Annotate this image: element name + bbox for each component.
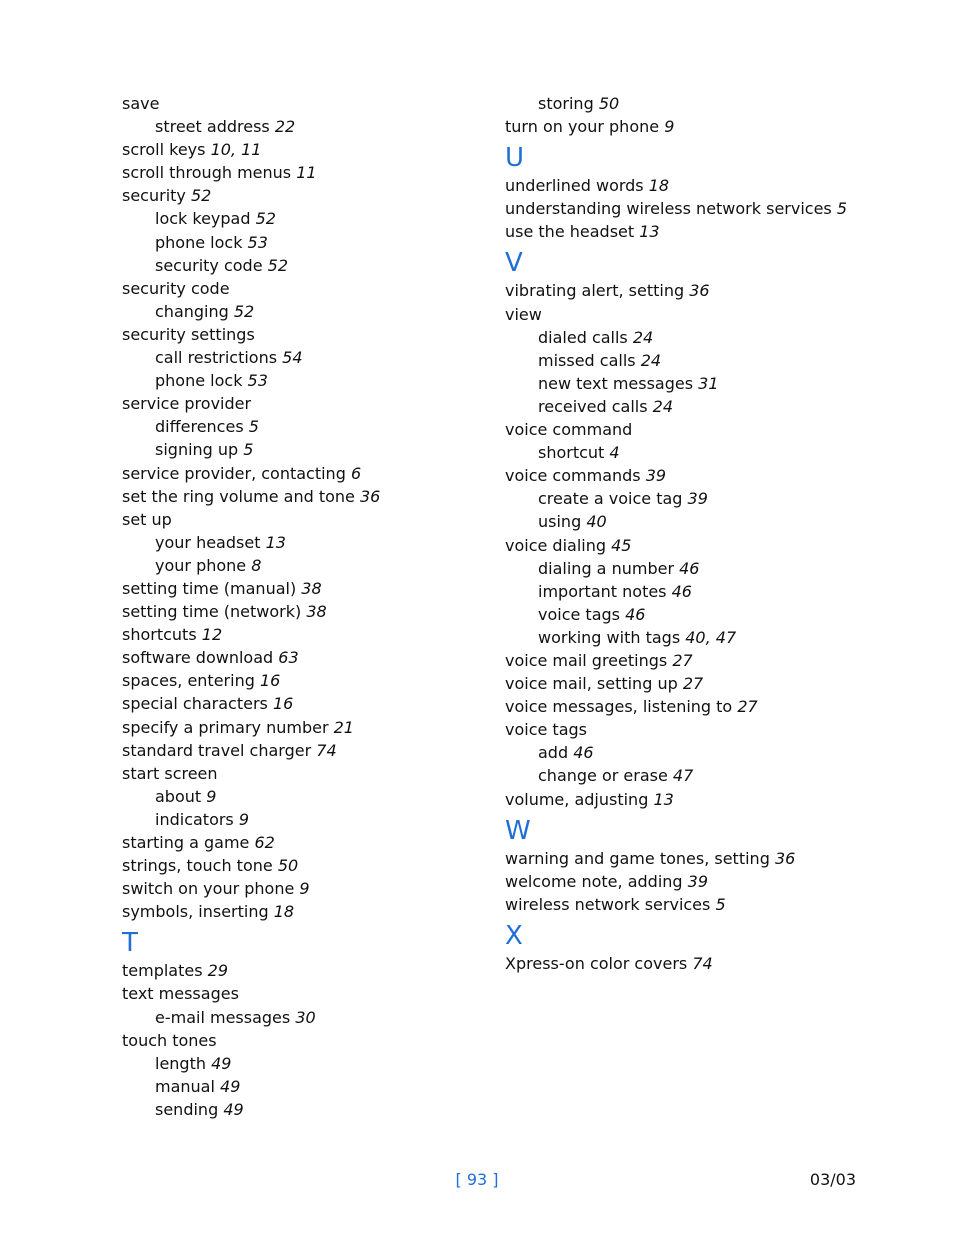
index-page-ref[interactable]: 46 [573,743,594,763]
index-entry [505,197,905,220]
index-page-ref[interactable]: 53 [247,232,268,252]
index-column-left [122,92,522,1121]
index-subentry [505,557,905,580]
index-term: change or erase [538,766,668,786]
index-page-ref[interactable]: 21 [333,717,354,737]
index-term: software download [122,648,274,668]
index-subentry [505,395,905,418]
index-term: voice commands [505,466,641,486]
index-entry [122,161,522,184]
index-entry [505,788,905,811]
index-term: special characters [122,694,268,714]
index-subentry [122,1098,522,1121]
index-page-ref[interactable]: 24 [640,350,662,370]
index-subentry [122,1075,522,1098]
index-term: voice tags [505,720,587,740]
index-term: touch tones [122,1030,217,1050]
index-term: phone lock [155,371,243,391]
index-entry [122,508,522,531]
index-page-ref[interactable]: 50 [598,94,620,113]
index-page-ref[interactable]: 38 [306,602,327,622]
index-page-ref[interactable]: 36 [359,486,381,506]
index-entry [122,138,522,161]
index-page-ref[interactable]: 13 [639,222,660,242]
index-page-ref[interactable]: 22 [274,117,296,137]
index-entry [122,92,522,115]
index-page-ref[interactable]: 13 [265,532,286,552]
index-letter-heading: X [505,920,523,951]
index-page-ref[interactable]: 9 [206,786,217,806]
index-term: Xpress-on color covers [505,953,688,973]
index-term: setting time (manual) [122,578,297,598]
index-subentry [122,207,522,230]
index-term: your phone [155,555,247,575]
index-entry [505,115,905,138]
index-page-ref[interactable]: 46 [671,581,692,601]
index-letter-heading: U [505,143,525,174]
index-page-ref[interactable]: 63 [278,648,299,668]
index-term: changing [155,301,229,321]
index-term: your headset [155,532,261,552]
index-page-ref[interactable]: 29 [207,961,229,981]
index-entry [505,649,905,672]
index-page-ref[interactable]: 74 [316,740,337,760]
index-page-ref[interactable]: 45 [611,535,632,555]
index-term: missed calls [538,350,636,370]
index-entry [505,220,905,243]
index-subentry [505,580,905,603]
index-term: view [505,304,542,324]
index-page-ref[interactable]: 16 [259,671,281,691]
index-term: standard travel charger [122,740,312,760]
index-term: street address [155,117,270,137]
index-term: understanding wireless network services [505,199,832,219]
index-term: about [155,786,202,806]
index-page-ref[interactable]: 49 [223,1099,244,1119]
index-page-ref[interactable]: 49 [211,1053,232,1073]
date-code: 03/03 [809,1170,856,1189]
index-page-ref[interactable]: 27 [672,650,693,670]
index-entry [122,184,522,207]
index-page-ref[interactable]: 52 [233,301,255,321]
index-entry [122,831,522,854]
index-term: set the ring volume and tone [122,486,355,506]
index-page-ref[interactable]: 16 [272,694,294,714]
index-page-ref[interactable]: 39 [687,489,708,509]
index-page-ref[interactable]: 40 [586,512,607,532]
page-number: [ 93 ] [455,1170,499,1189]
index-term: differences [155,417,244,437]
index-term: templates [122,961,203,981]
index-term: voice mail greetings [505,650,668,670]
index-term: volume, adjusting [505,789,649,809]
index-term: e-mail messages [155,1007,291,1027]
index-term: underlined words [505,176,644,196]
index-entry [122,323,522,346]
index-page-ref[interactable]: 5 [715,894,726,914]
index-subentry [505,92,905,115]
index-entry [505,303,905,326]
index-term: indicators [155,809,234,829]
index-page-ref[interactable]: 36 [689,281,710,301]
index-entry [505,418,905,441]
index-term: set up [122,509,172,529]
index-entry [122,716,522,739]
index-term: symbols, inserting [122,902,269,922]
index-term: storing [538,94,594,113]
index-entry [505,893,905,916]
index-term: voice dialing [505,535,607,555]
index-entry [505,534,905,557]
index-page-ref[interactable]: 10, 11 [210,140,262,160]
index-page-ref[interactable]: 39 [687,871,709,891]
index-term: shortcuts [122,625,197,645]
index-entry [122,462,522,485]
index-page-ref[interactable]: 27 [737,697,758,717]
index-term: scroll through menus [122,163,292,183]
index-term: security [122,186,186,206]
index-subentry [505,349,905,372]
index-page-ref[interactable]: 52 [255,209,276,229]
index-term: shortcut [538,443,605,463]
index-entry [122,600,522,623]
index-page-ref[interactable]: 30 [295,1007,316,1027]
index-subentry [505,326,905,349]
index-term: save [122,94,160,113]
index-term: using [538,512,582,532]
index-term: spaces, entering [122,671,255,691]
index-term: voice mail, setting up [505,674,678,694]
index-page-ref[interactable]: 39 [645,466,667,486]
index-page-ref[interactable]: 18 [273,902,295,922]
index-entry [122,277,522,300]
index-term: use the headset [505,222,635,242]
index-entry [122,646,522,669]
index-subentry [505,603,905,626]
index-subentry [505,764,905,787]
index-entry [505,870,905,893]
index-page-ref[interactable]: 46 [679,558,700,578]
index-term: voice messages, listening to [505,697,733,717]
index-subentry [505,510,905,533]
index-term: switch on your phone [122,879,295,899]
index-entry [505,718,905,741]
index-term: important notes [538,581,667,601]
index-entry [505,174,905,197]
index-page-ref[interactable]: 5 [248,417,259,437]
index-page-ref[interactable]: 49 [220,1076,241,1096]
index-page-ref[interactable]: 62 [254,833,275,852]
index-page-ref[interactable]: 24 [652,396,673,416]
index-term: working with tags [538,627,681,647]
index-subentry [122,369,522,392]
index-term: sending [155,1099,219,1119]
index-page-ref[interactable]: 6 [350,463,362,483]
index-term: security settings [122,324,255,344]
index-term: security code [122,278,230,298]
index-subentry [122,300,522,323]
index-entry [122,485,522,508]
index-entry [505,672,905,695]
index-subentry [122,415,522,438]
index-entry [122,1029,522,1052]
index-page-ref[interactable]: 53 [247,371,268,391]
index-term: text messages [122,984,239,1004]
index-subentry [122,438,522,461]
index-term: dialed calls [538,327,628,347]
index-term: create a voice tag [538,489,683,509]
index-page-ref[interactable]: 18 [648,176,670,196]
index-subentry [505,372,905,395]
index-page-ref[interactable]: 27 [682,674,704,694]
index-page-ref[interactable]: 74 [692,953,713,973]
index-subentry [122,346,522,369]
index-page-ref[interactable]: 52 [190,186,212,206]
index-page-ref[interactable]: 11 [296,163,317,183]
index-page-ref[interactable]: 5 [836,199,848,219]
index-page-ref[interactable]: 4 [609,443,620,463]
index-page-ref[interactable]: 36 [774,848,796,868]
index-term: warning and game tones, setting [505,848,770,868]
index-page-ref[interactable]: 47 [672,766,694,786]
index-subentry [122,254,522,277]
index-letter-heading: V [505,248,523,279]
index-page-ref[interactable]: 9 [299,879,310,899]
index-entry [122,392,522,415]
index-entry [122,877,522,900]
index-page-ref[interactable]: 5 [243,440,254,460]
index-term: start screen [122,763,218,783]
index-term: voice tags [538,604,620,624]
index-subentry [122,531,522,554]
index-entry [122,577,522,600]
index-subentry [122,808,522,831]
index-page-ref[interactable]: 54 [282,348,303,368]
index-page-ref[interactable]: 9 [664,117,675,137]
index-page-ref[interactable]: 50 [277,856,299,876]
index-term: phone lock [155,232,243,252]
index-term: service provider [122,394,252,414]
index-term: service provider, contacting [122,463,346,483]
index-letter-heading: T [122,928,138,959]
index-entry [505,847,905,870]
index-term: voice command [505,420,633,440]
index-subentry [122,1006,522,1029]
index-term: wireless network services [505,894,711,914]
index-term: specify a primary number [122,717,329,737]
index-page-ref[interactable]: 8 [251,555,262,575]
index-entry [122,739,522,762]
index-term: signing up [155,440,239,460]
index-entry [122,959,522,982]
index-term: turn on your phone [505,117,660,137]
index-entry [505,695,905,718]
index-entry [505,952,905,975]
index-entry [122,900,522,923]
index-entry [122,854,522,877]
index-page-ref[interactable]: 40, 47 [685,627,737,647]
index-entry [122,669,522,692]
index-term: dialing a number [538,558,675,578]
index-page-ref[interactable]: 12 [201,625,223,645]
index-term: starting a game [122,833,250,852]
index-subentry [122,115,522,138]
index-term: setting time (network) [122,602,302,622]
index-subentry [505,741,905,764]
index-entry [122,982,522,1005]
index-term: length [155,1053,206,1073]
index-subentry [122,554,522,577]
index-term: strings, touch tone [122,856,273,876]
index-subentry [122,785,522,808]
index-subentry [505,626,905,649]
index-term: manual [155,1076,215,1096]
index-entry [505,279,905,302]
index-term: welcome note, adding [505,871,683,891]
index-page-ref[interactable]: 46 [625,604,646,624]
index-term: add [538,743,569,763]
index-page-ref[interactable]: 52 [267,255,289,275]
index-page-ref[interactable]: 9 [238,809,250,829]
index-entry [505,464,905,487]
index-column-right [505,92,905,975]
index-entry [122,762,522,785]
index-term: security code [155,255,263,275]
index-subentry [505,487,905,510]
index-subentry [122,231,522,254]
index-letter-heading: W [505,815,531,846]
index-subentry [122,1052,522,1075]
index-page-ref[interactable]: 31 [698,373,719,393]
index-term: lock keypad [155,209,251,229]
index-term: scroll keys [122,140,206,160]
index-entry [122,623,522,646]
index-term: received calls [538,396,648,416]
index-term: vibrating alert, setting [505,281,685,301]
index-entry [122,692,522,715]
index-page-ref[interactable]: 13 [653,789,674,809]
index-page-ref[interactable]: 24 [632,327,654,347]
index-term: call restrictions [155,348,278,368]
index-term: new text messages [538,373,694,393]
index-page-ref[interactable]: 38 [301,578,322,598]
index-subentry [505,441,905,464]
